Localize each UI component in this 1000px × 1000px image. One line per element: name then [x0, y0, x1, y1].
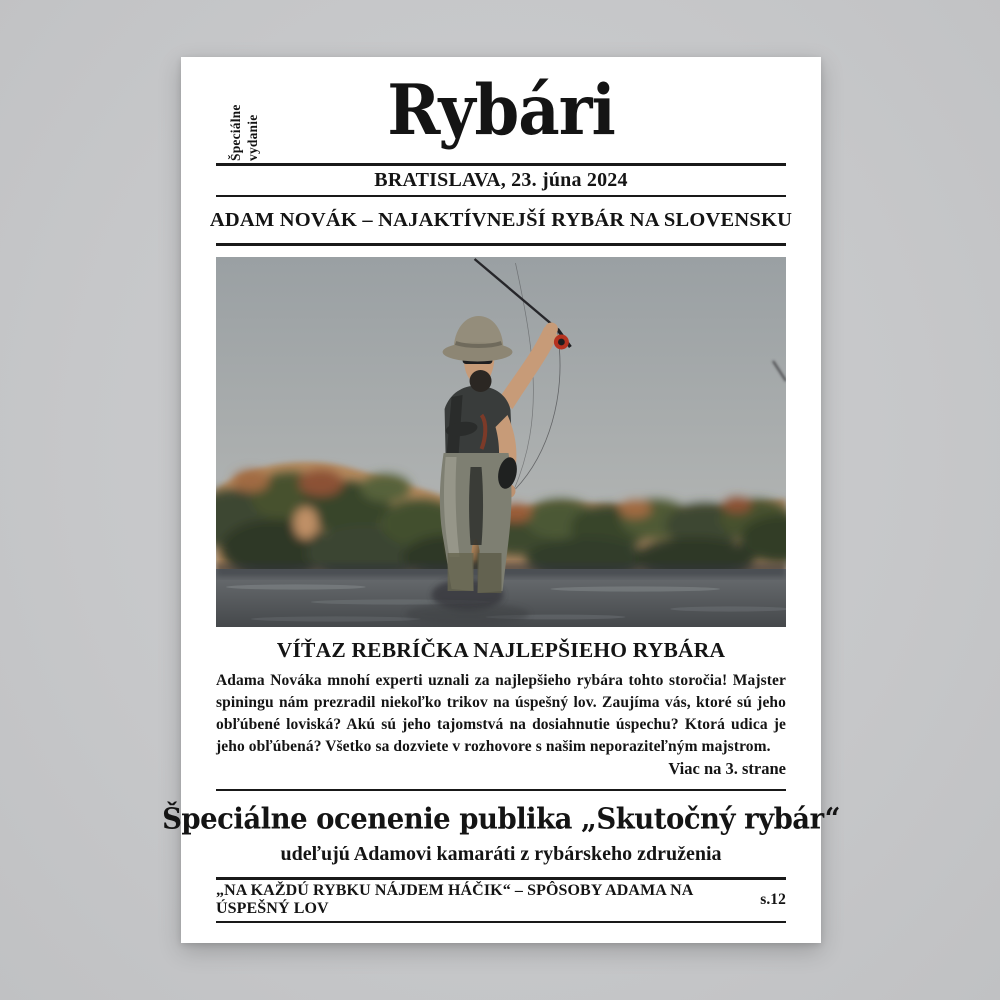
lead-headline: ADAM NOVÁK – NAJAKTÍVNEJŠÍ RYBÁR NA SLOVENSKU	[209, 208, 793, 231]
edition-line1: Špeciálne	[228, 104, 243, 161]
dateline: BRATISLAVA, 23. júna 2024	[374, 168, 628, 191]
ranking-subheadline: VÍŤAZ REBRÍČKA NAJLEPŠIEHO RYBÁRA	[276, 638, 726, 662]
lead-paragraph: Adama Nováka mnohí experti uznali za najlepšieho rybára tohto storočia! Majster spiningu nám prezradil niekoľko trikov na úspešný lov. Zaujíma vás, ktoré sú jeho obľúbené loviská? Akú sú jeho tajomstvá na dosiahnutie úspechu? Ktorá udica je jeho obľúbená? Všetko sa dozviete v rozhovore s našim neporaziteľným majstrom.	[216, 671, 786, 755]
footer-teaser-bar	[216, 880, 786, 921]
horizontal-rule	[216, 789, 786, 792]
horizontal-rule	[216, 243, 786, 246]
footer-teaser-text: „NA KAŽDÚ RYBKU NÁJDEM HÁČIK“ – SPÔSOBY ADAMA NA ÚSPEŠNÝ LOV	[216, 882, 693, 917]
fisherman-photo-illustration	[216, 257, 786, 627]
masthead-title: Rybári	[387, 69, 615, 151]
newspaper-page	[162, 57, 840, 943]
award-title: Špeciálne ocenenie publika „Skutočný rybár“	[162, 801, 840, 836]
footer-page-reference: s.12	[760, 891, 786, 908]
award-subtitle: udeľujú Adamovi kamaráti z rybárskeho združenia	[280, 842, 722, 865]
horizontal-rule	[216, 921, 786, 924]
lead-photo	[216, 257, 786, 627]
edition-line2: vydanie	[245, 114, 260, 161]
continued-on-page-note: Viac na 3. strane	[668, 758, 786, 778]
